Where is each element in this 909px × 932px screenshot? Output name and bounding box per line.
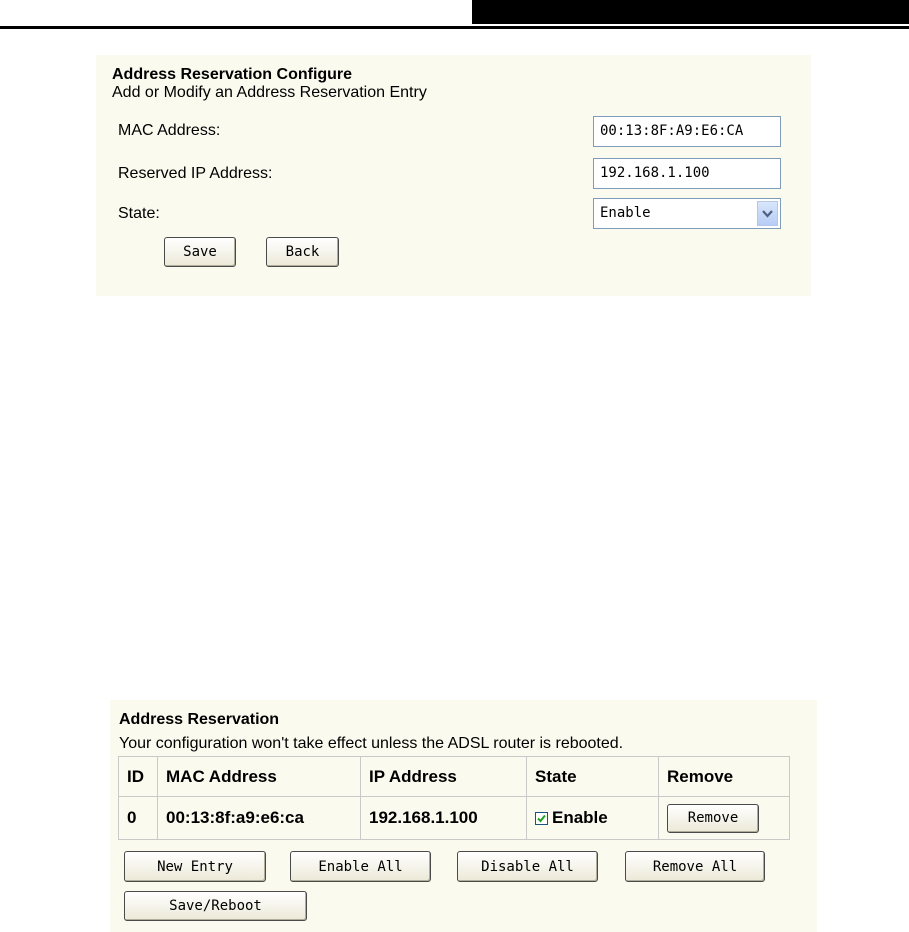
column-header: MAC Address bbox=[158, 757, 361, 797]
mac-address-input[interactable]: 00:13:8F:A9:E6:CA bbox=[593, 116, 781, 147]
state-select[interactable] bbox=[593, 198, 781, 229]
state-label: State: bbox=[118, 205, 160, 222]
panel-title: Address Reservation bbox=[119, 711, 280, 728]
reserved-ip-label: Reserved IP Address: bbox=[118, 165, 273, 182]
column-header: Remove bbox=[659, 757, 790, 797]
row-state-label: Enable bbox=[552, 808, 608, 827]
column-header: IP Address bbox=[361, 757, 527, 797]
panel-subtitle: Add or Modify an Address Reservation Entry bbox=[112, 84, 427, 101]
table-row bbox=[119, 797, 790, 840]
row-id: 0 bbox=[119, 797, 158, 840]
row-state-cell bbox=[527, 797, 659, 840]
enable-all-button[interactable]: Enable All bbox=[290, 851, 431, 882]
enable-checkbox[interactable] bbox=[535, 812, 548, 825]
new-entry-button[interactable]: New Entry bbox=[124, 851, 266, 882]
address-reservation-configure-panel bbox=[96, 55, 811, 296]
remove-button[interactable]: Remove bbox=[667, 804, 759, 833]
disable-all-button[interactable]: Disable All bbox=[457, 851, 598, 882]
row-ip-address: 192.168.1.100 bbox=[361, 797, 527, 840]
table-header-row bbox=[119, 757, 790, 797]
reservation-table bbox=[118, 756, 790, 840]
reboot-note: Your configuration won't take effect unless the ADSL router is rebooted. bbox=[119, 735, 624, 752]
row-mac-address: 00:13:8f:a9:e6:ca bbox=[158, 797, 361, 840]
header-bar bbox=[472, 0, 909, 24]
address-reservation-panel bbox=[110, 700, 817, 932]
save-reboot-button[interactable]: Save/Reboot bbox=[124, 891, 307, 921]
remove-all-button[interactable]: Remove All bbox=[625, 851, 765, 882]
mac-address-label: MAC Address: bbox=[118, 122, 221, 139]
column-header: State bbox=[527, 757, 659, 797]
panel-title: Address Reservation Configure bbox=[112, 66, 353, 83]
column-header: ID bbox=[119, 757, 158, 797]
check-icon bbox=[536, 813, 547, 824]
state-select-value: Enable bbox=[600, 205, 651, 221]
reserved-ip-input[interactable]: 192.168.1.100 bbox=[593, 158, 781, 189]
header-rule bbox=[0, 26, 909, 29]
save-button[interactable]: Save bbox=[164, 237, 236, 267]
chevron-down-icon[interactable] bbox=[757, 201, 778, 226]
row-remove-cell bbox=[659, 797, 790, 840]
back-button[interactable]: Back bbox=[266, 237, 339, 267]
